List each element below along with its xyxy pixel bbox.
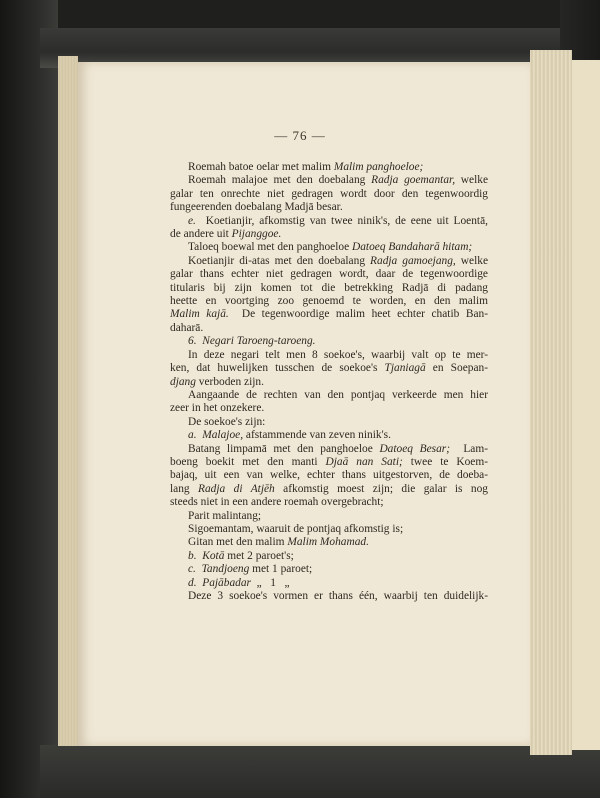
text-line bbox=[170, 215, 488, 228]
line-text: twee te Koem- bbox=[402, 455, 488, 468]
text-line bbox=[170, 456, 488, 469]
line-text: Gitan met den malim bbox=[188, 536, 288, 549]
page-stack-left bbox=[58, 56, 78, 746]
italic-text: Datoeq Bandaharā hitam; bbox=[352, 241, 473, 254]
line-text: fungeerenden doebalang Madjā besar. bbox=[170, 201, 343, 214]
line-text: welke bbox=[455, 254, 488, 267]
line-text: Parit malintang; bbox=[188, 509, 262, 522]
text-line bbox=[170, 389, 488, 402]
line-text: Taloeq boewal met den panghoeloe bbox=[188, 241, 352, 254]
text-line bbox=[170, 469, 488, 482]
line-text: met 2 paroet's; bbox=[224, 549, 294, 562]
italic-text: Radja goemantar, bbox=[371, 174, 456, 187]
page-edge-right bbox=[572, 60, 600, 750]
text-line bbox=[170, 322, 488, 335]
italic-text: djang bbox=[170, 375, 196, 388]
italic-text: d. Pajābadar bbox=[188, 576, 251, 589]
line-text: zeer in het onzekere. bbox=[170, 402, 265, 415]
text-line bbox=[170, 510, 488, 523]
text-line bbox=[170, 577, 488, 590]
line-text: De tegenwoordige malim heet echter chatib Ban- bbox=[228, 308, 488, 321]
line-text: Aangaande de rechten van den pontjaq verkeerde men hier bbox=[188, 388, 488, 401]
text-line bbox=[170, 174, 488, 187]
italic-text: a. Malajoe, bbox=[188, 429, 244, 442]
text-line bbox=[170, 201, 488, 214]
line-text: ken, dat huwelijken tusschen de soekoe's bbox=[170, 362, 385, 375]
line-text: In deze negari telt men 8 soekoe's, waarbij valt op te mer- bbox=[188, 348, 488, 361]
line-text: lang bbox=[170, 482, 199, 495]
line-text: daharā. bbox=[170, 321, 204, 334]
text-line bbox=[170, 255, 488, 268]
text-line bbox=[170, 349, 488, 362]
text-line bbox=[170, 536, 488, 549]
line-text: afstammende van zeven ninik's. bbox=[243, 429, 391, 442]
text-line bbox=[170, 308, 488, 321]
line-text: Roemah malajoe met den doebalang bbox=[188, 174, 372, 187]
text-line bbox=[170, 335, 488, 348]
line-text: de andere uit bbox=[170, 228, 232, 241]
italic-text: e. bbox=[188, 214, 196, 227]
line-text: met 1 paroet; bbox=[249, 563, 313, 576]
page-stack-right bbox=[530, 50, 572, 755]
text-line bbox=[170, 376, 488, 389]
text-line bbox=[170, 241, 488, 254]
line-text: Koetianjir di-atas met den doebalang bbox=[188, 254, 371, 267]
line-text: afkomstig moest zijn; die galar is nog bbox=[274, 482, 488, 495]
text-line bbox=[170, 295, 488, 308]
line-text: Roemah batoe oelar met malim bbox=[188, 161, 334, 173]
book-cover-left bbox=[0, 0, 58, 798]
text-line bbox=[170, 362, 488, 375]
text-line bbox=[170, 483, 488, 496]
text-line bbox=[170, 161, 488, 174]
line-text: Batang limpamā met den panghoeloe bbox=[188, 442, 380, 455]
italic-text: c. Tandjoeng bbox=[188, 563, 250, 576]
line-text: Koetianjir, afkomstig van twee ninik's, de eene uit Loentā, bbox=[195, 214, 488, 227]
text-line bbox=[170, 282, 488, 295]
text-line bbox=[170, 228, 488, 241]
line-text: steeds niet in een andere roemah overgebracht; bbox=[170, 496, 384, 509]
italic-text: Radja di Atjēh bbox=[198, 482, 275, 495]
italic-text: Malim panghoeloe; bbox=[333, 161, 424, 173]
italic-text: Pijanggoe. bbox=[231, 228, 282, 241]
text-line bbox=[170, 590, 488, 603]
line-text: titularis bij zijn komen tot die betrekking Radjā di padang bbox=[170, 281, 488, 294]
line-text: bajaq, uit een van welke, echter thans uitgestorven, de doeba- bbox=[170, 469, 488, 482]
book-cover-bottom bbox=[40, 745, 600, 798]
italic-text: Radja gamoejang, bbox=[370, 254, 456, 267]
italic-text: Malim Mohamad. bbox=[287, 536, 369, 549]
text-line bbox=[170, 416, 488, 429]
line-text: Sigoemantam, waaruit de pontjaq afkomstig is; bbox=[188, 522, 404, 535]
text-line bbox=[170, 188, 488, 201]
text-line bbox=[170, 268, 488, 281]
italic-text: 6. Negari Taroeng-taroeng. bbox=[188, 335, 316, 348]
line-text: en Soepan- bbox=[425, 362, 488, 375]
page-number: — 76 — bbox=[274, 128, 326, 143]
line-text: De soekoe's zijn: bbox=[188, 415, 266, 428]
text-line bbox=[170, 496, 488, 509]
line-text: boeng boekit met den manti bbox=[170, 455, 326, 468]
italic-text: Djaā nan Sati; bbox=[325, 455, 403, 468]
line-text: Deze 3 soekoe's vormen er thans één, waarbij ten duidelijk- bbox=[188, 590, 488, 602]
line-text: galar ten onrechte niet gedragen wordt door den tegenwoordig bbox=[170, 187, 488, 200]
text-line bbox=[170, 429, 488, 442]
line-text: galar thans echter niet gedragen wordt, daar de tegenwoordige bbox=[170, 268, 488, 281]
italic-text: b. Kotā bbox=[188, 549, 225, 562]
text-line bbox=[170, 550, 488, 563]
text-line bbox=[170, 402, 488, 415]
line-text: heette en voortging zoo genoemd te worden, en den malim bbox=[170, 295, 488, 308]
text-line bbox=[170, 443, 488, 456]
italic-text: Datoeq Besar; bbox=[379, 442, 451, 455]
text-line bbox=[170, 563, 488, 576]
text-line bbox=[170, 523, 488, 536]
italic-text: Tjaniagā bbox=[384, 362, 426, 375]
line-text: „ 1 „ bbox=[250, 576, 290, 589]
line-text: welke bbox=[455, 174, 489, 187]
page-text bbox=[170, 161, 488, 603]
line-text: Lam- bbox=[450, 442, 488, 455]
italic-text: Malim kajā. bbox=[170, 308, 229, 321]
line-text: verboden zijn. bbox=[195, 375, 264, 388]
